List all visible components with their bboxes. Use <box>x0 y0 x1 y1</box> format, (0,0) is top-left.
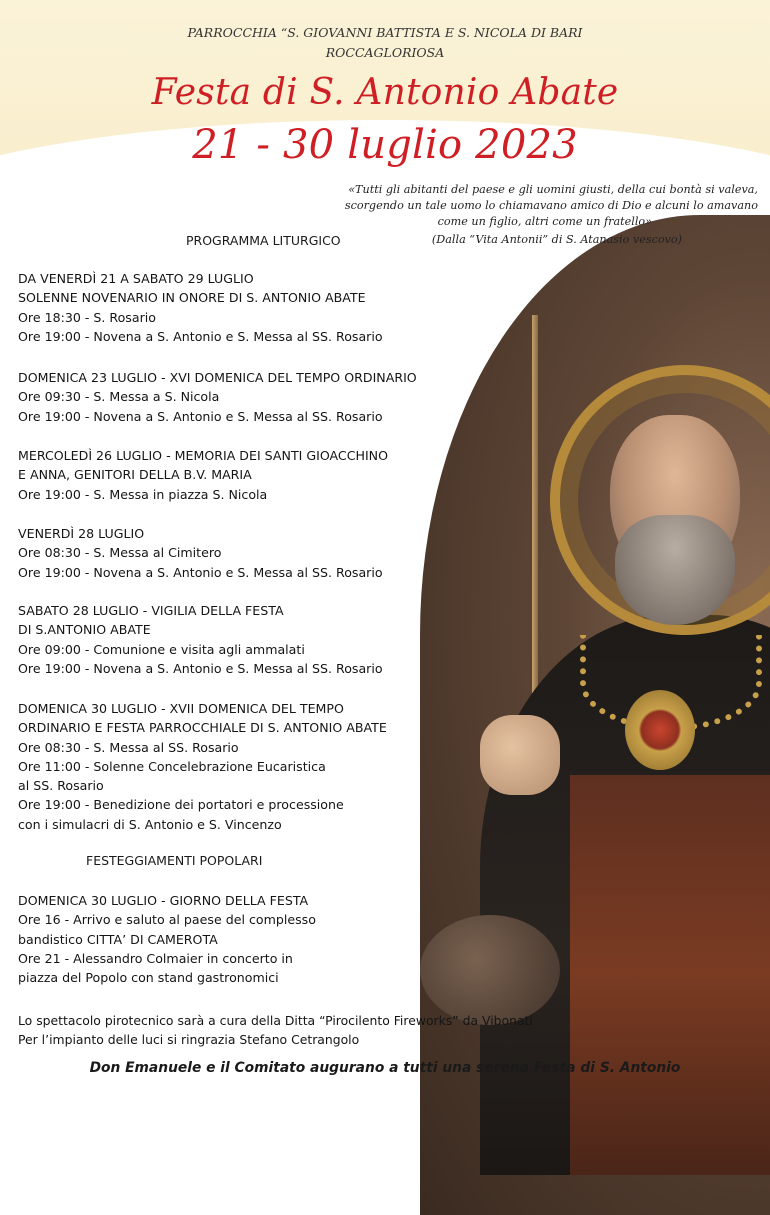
fireworks-prefix: Lo spettacolo pirotecnico sarà a cura della Ditta <box>18 1013 320 1028</box>
liturgical-heading: PROGRAMMA LITURGICO <box>186 233 341 248</box>
pig-shape <box>420 915 560 1025</box>
parish-name: PARROCCHIA “S. GIOVANNI BATTISTA E S. NICOLA DI BARI <box>187 25 583 40</box>
schedule-line: Ore 19:00 - Novena a S. Antonio e S. Messa al SS. Rosario <box>18 660 383 676</box>
schedule-line: al SS. Rosario <box>18 778 104 794</box>
schedule-line: Ore 19:00 - Benedizione dei portatori e processione <box>18 797 344 813</box>
schedule-line: VENERDÌ 28 LUGLIO <box>18 526 145 541</box>
quote-line-1: «Tutti gli abitanti del paese e gli uomini giusti, della cui bontà si valeva, <box>348 183 758 196</box>
medal-shape <box>625 690 695 770</box>
page-title: Festa di S. Antonio Abate <box>151 72 619 113</box>
hand-shape <box>480 715 560 795</box>
schedule-line: con i simulacri di S. Antonio e S. Vincenzo <box>18 816 282 832</box>
festivities-line: bandistico CITTA’ DI CAMEROTA <box>18 931 218 947</box>
schedule-line: Ore 08:30 - S. Messa al SS. Rosario <box>18 739 239 755</box>
quote-line-3: come un figlio, altri come un fratello» <box>437 215 652 228</box>
festivities-line: Ore 16 - Arrivo e saluto al paese del complesso <box>18 912 316 928</box>
schedule-line: Ore 19:00 - Novena a S. Antonio e S. Messa al SS. Rosario <box>18 328 383 344</box>
event-dates: 21 - 30 luglio 2023 <box>192 122 578 168</box>
schedule-line: Ore 19:00 - Novena a S. Antonio e S. Messa al SS. Rosario <box>18 408 383 424</box>
schedule-line: Ore 11:00 - Solenne Concelebrazione Eucaristica <box>18 758 326 774</box>
schedule-line: SABATO 28 LUGLIO - VIGILIA DELLA FESTA <box>18 603 284 618</box>
schedule-line: Ore 19:00 - S. Messa in piazza S. Nicola <box>18 486 268 502</box>
beard-shape <box>615 515 735 625</box>
schedule-line: DOMENICA 30 LUGLIO - XVII DOMENICA DEL TEMPO <box>18 701 344 716</box>
fireworks-suffix: da Vibonati <box>458 1013 533 1028</box>
festivities-heading: FESTEGGIAMENTI POPOLARI <box>86 853 263 868</box>
schedule-line: Ore 18:30 - S. Rosario <box>18 309 156 325</box>
festivities-line: piazza del Popolo con stand gastronomici <box>18 970 279 986</box>
lights-note: Per l’impianto delle luci si ringrazia Stefano Cetrangolo <box>18 1032 360 1047</box>
schedule-line: Ore 09:00 - Comunione e visita agli ammalati <box>18 641 305 657</box>
festivities-line: DOMENICA 30 LUGLIO - GIORNO DELLA FESTA <box>18 893 309 908</box>
schedule-block-1 <box>18 269 383 346</box>
schedule-line: MERCOLEDÌ 26 LUGLIO - MEMORIA DEI SANTI GIOACCHINO <box>18 448 389 463</box>
schedule-block-6 <box>18 699 387 834</box>
quote-source: (Dalla “Vita Antonii” di S. Atanasio vescovo) <box>431 233 682 246</box>
closing-greeting: Don Emanuele e il Comitato augurano a tutti una serena Festa di S. Antonio <box>89 1060 681 1076</box>
schedule-line: ORDINARIO E FESTA PARROCCHIALE DI S. ANTONIO ABATE <box>18 720 387 736</box>
schedule-line: SOLENNE NOVENARIO IN ONORE DI S. ANTONIO ABATE <box>18 290 366 306</box>
schedule-line: Ore 19:00 - Novena a S. Antonio e S. Messa al SS. Rosario <box>18 564 383 580</box>
schedule-line: Ore 08:30 - S. Messa al Cimitero <box>18 545 222 561</box>
schedule-line: E ANNA, GENITORI DELLA B.V. MARIA <box>18 467 252 483</box>
schedule-line: DI S.ANTONIO ABATE <box>18 622 151 638</box>
fireworks-note <box>18 1011 533 1030</box>
schedule-line: DA VENERDÌ 21 A SABATO 29 LUGLIO <box>18 271 254 286</box>
festivities-block <box>18 891 316 987</box>
schedule-block-3 <box>18 446 388 504</box>
schedule-line: Ore 09:30 - S. Messa a S. Nicola <box>18 389 220 405</box>
festivities-line: Ore 21 - Alessandro Colmaier in concerto in <box>18 950 293 966</box>
tunic-shape <box>570 775 770 1175</box>
schedule-block-2 <box>18 368 417 426</box>
fireworks-company: “Pirocilento Fireworks” <box>319 1013 459 1028</box>
schedule-block-5 <box>18 601 383 678</box>
schedule-line: DOMENICA 23 LUGLIO - XVI DOMENICA DEL TEMPO ORDINARIO <box>18 370 417 385</box>
schedule-block-4 <box>18 524 383 582</box>
quote-line-2: scorgendo un tale uomo lo chiamavano amico di Dio e alcuni lo amavano <box>344 199 758 212</box>
town-name: ROCCAGLORIOSA <box>325 45 445 60</box>
